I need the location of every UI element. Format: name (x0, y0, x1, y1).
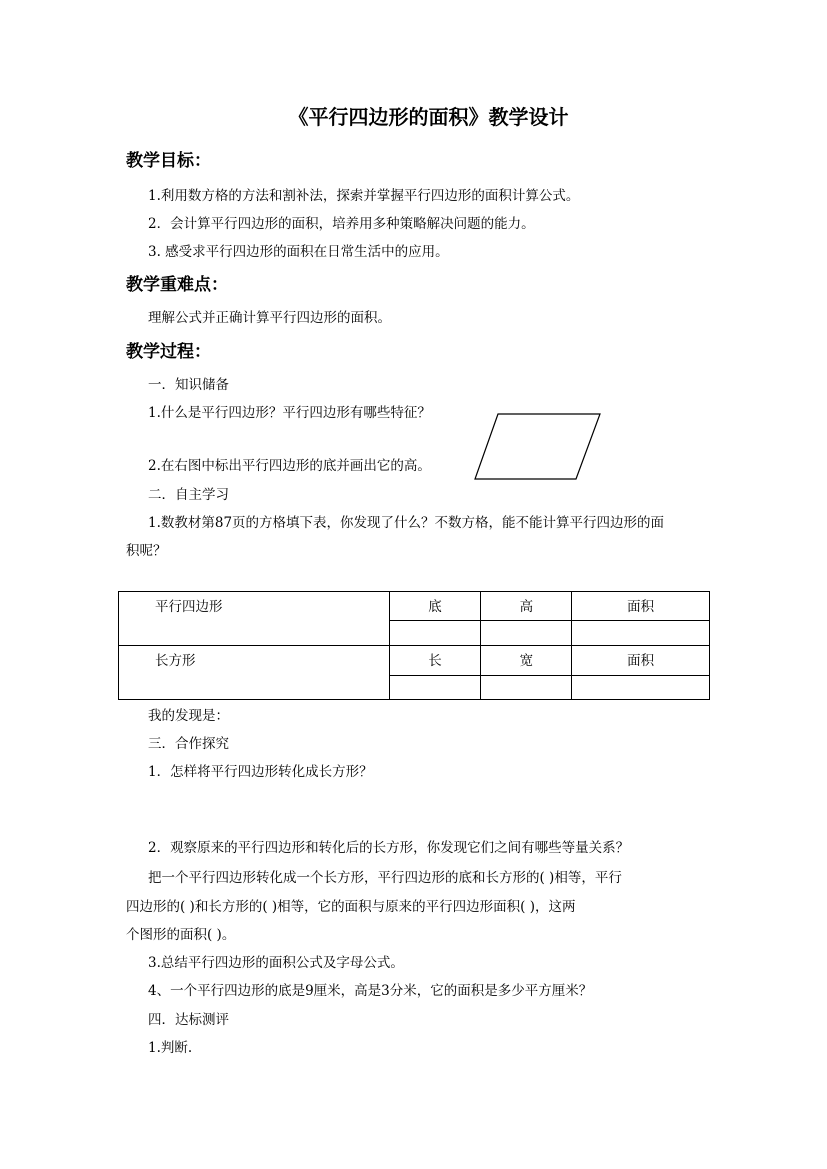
key-points-heading: 教学重难点： (126, 275, 228, 295)
parallelogram-figure (472, 410, 604, 482)
key-points-text: 理解公式并正确计算平行四边形的面积。 (148, 310, 391, 326)
part1-title: 一．知识储备 (148, 377, 229, 393)
part3-question-4: 4、一个平行四边形的底是9厘米，高是3分米，它的面积是多少平方厘米？ (148, 983, 593, 999)
part2-question-1-line2: 积呢？ (126, 543, 167, 559)
fill-blank-line1: 把一个平行四边形转化成一个长方形，平行四边形的底和长方形的( )相等，平行 (148, 870, 622, 886)
process-heading: 教学过程： (126, 342, 211, 362)
table-cell-area-value[interactable] (572, 621, 710, 646)
table-label-parallelogram: 平行四边形 (119, 592, 390, 646)
part4-question-1: 1.判断. (148, 1040, 193, 1056)
part1-question-2: 2.在右图中标出平行四边形的底并画出它的高。 (148, 458, 431, 474)
table-label-rectangle: 长方形 (119, 646, 390, 700)
table-cell-base-value[interactable] (389, 621, 481, 646)
goal-item-3: 3. 感受求平行四边形的面积在日常生活中的应用。 (148, 244, 449, 260)
part4-title: 四．达标测评 (148, 1012, 229, 1028)
table-header-width: 宽 (481, 646, 572, 676)
goal-item-1: 1.利用数方格的方法和割补法，探索并掌握平行四边形的面积计算公式。 (148, 188, 580, 204)
part2-question-1-line1: 1.数教材第87页的方格填下表，你发现了什么？不数方格，能不能计算平行四边形的面 (148, 515, 665, 531)
goal-item-2: 2．会计算平行四边形的面积，培养用多种策略解决问题的能力。 (148, 216, 535, 232)
table-header-length: 长 (389, 646, 481, 676)
table-header-base: 底 (389, 592, 481, 621)
table-header-area: 面积 (572, 592, 710, 621)
fill-blank-line2: 四边形的( )和长方形的( )相等，它的面积与原来的平行四边形面积( )，这两 (126, 899, 576, 915)
part3-question-3: 3.总结平行四边形的面积公式及字母公式。 (148, 955, 404, 971)
discovery-label: 我的发现是： (148, 708, 229, 724)
part3-title: 三．合作探究 (148, 736, 229, 752)
table-cell-length-value[interactable] (389, 676, 481, 700)
goals-heading: 教学目标： (126, 151, 211, 171)
fill-blank-line3: 个图形的面积( )。 (126, 927, 236, 943)
part1-question-1: 1.什么是平行四边形？平行四边形有哪些特征？ (148, 405, 431, 421)
part2-title: 二．自主学习 (148, 487, 229, 503)
table-cell-height-value[interactable] (481, 621, 572, 646)
table-cell-rect-area-value[interactable] (572, 676, 710, 700)
measurement-table (118, 591, 710, 700)
page-title: 《平行四边形的面积》教学设计 (288, 105, 569, 129)
part3-question-1: 1．怎样将平行四边形转化成长方形？ (148, 764, 373, 780)
table-cell-width-value[interactable] (481, 676, 572, 700)
part3-question-2: 2．观察原来的平行四边形和转化后的长方形，你发现它们之间有哪些等量关系？ (148, 840, 630, 856)
table-header-height: 高 (481, 592, 572, 621)
table-header-rect-area: 面积 (572, 646, 710, 676)
parallelogram-shape (475, 414, 600, 479)
